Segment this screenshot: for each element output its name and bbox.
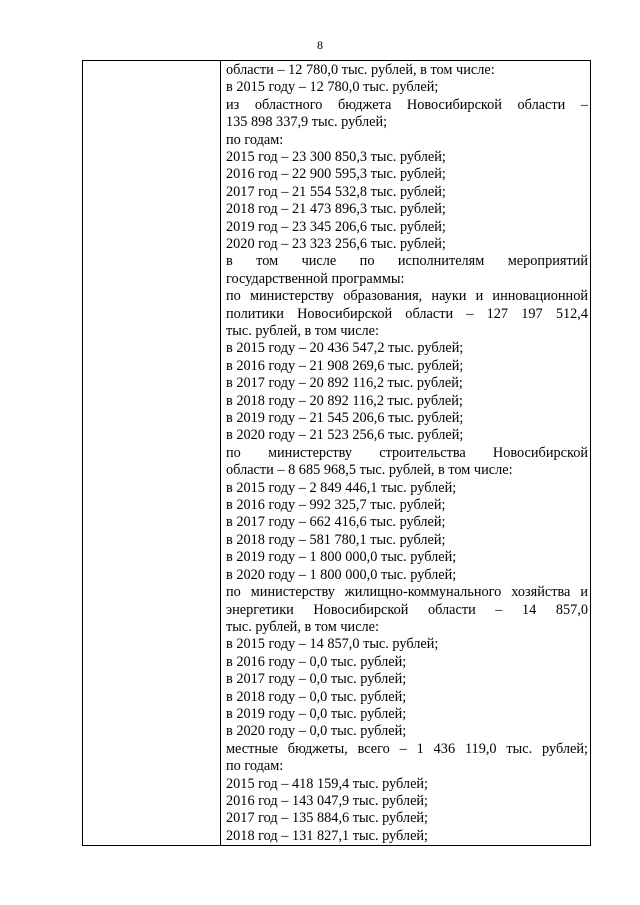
text-line: 2020 год – 23 323 256,6 тыс. рублей; bbox=[226, 236, 446, 253]
text-line: 2016 год – 143 047,9 тыс. рублей; bbox=[226, 792, 429, 809]
text-line: в 2016 году – 21 908 269,6 тыс. рублей; bbox=[226, 357, 464, 374]
text-line: 2018 год – 21 473 896,3 тыс. рублей; bbox=[226, 201, 446, 218]
text-line: в 2015 году – 2 849 446,1 тыс. рублей; bbox=[226, 479, 457, 496]
text-line: в 2020 году – 21 523 256,6 тыс. рублей; bbox=[226, 427, 464, 444]
table-label-cell bbox=[83, 61, 221, 845]
text-line: области – 8 685 968,5 тыс. рублей, в том числе: bbox=[226, 462, 513, 479]
page-number: 8 bbox=[317, 38, 323, 52]
text-line: 2016 год – 22 900 595,3 тыс. рублей; bbox=[226, 166, 446, 183]
text-line: 2019 год – 23 345 206,6 тыс. рублей; bbox=[226, 218, 446, 235]
text-line: в 2015 году – 12 780,0 тыс. рублей; bbox=[226, 79, 439, 96]
table-content-cell bbox=[221, 61, 590, 845]
funding-table bbox=[82, 60, 591, 846]
text-line: в 2018 году – 581 780,1 тыс. рублей; bbox=[226, 531, 446, 548]
text-line: в 2018 году – 20 892 116,2 тыс. рублей; bbox=[226, 392, 463, 409]
text-line: в 2018 году – 0,0 тыс. рублей; bbox=[226, 688, 407, 705]
text-line: в 2016 году – 0,0 тыс. рублей; bbox=[226, 653, 407, 670]
text-line: политики Новосибирской области – 127 197 512,4 bbox=[226, 305, 588, 322]
text-line: 2015 год – 418 159,4 тыс. рублей; bbox=[226, 775, 429, 792]
text-line: 2015 год – 23 300 850,3 тыс. рублей; bbox=[226, 149, 446, 166]
text-line: в том числе по исполнителям мероприятий bbox=[226, 253, 588, 270]
text-line: в 2019 году – 21 545 206,6 тыс. рублей; bbox=[226, 410, 464, 427]
text-line: в 2019 году – 0,0 тыс. рублей; bbox=[226, 705, 407, 722]
text-line: тыс. рублей, в том числе: bbox=[226, 618, 379, 635]
text-line: тыс. рублей, в том числе: bbox=[226, 323, 379, 340]
text-line: в 2015 году – 20 436 547,2 тыс. рублей; bbox=[226, 340, 464, 357]
text-line: по министерству строительства Новосибирской bbox=[226, 444, 588, 461]
text-line: по годам: bbox=[226, 758, 284, 775]
text-line: в 2015 году – 14 857,0 тыс. рублей; bbox=[226, 636, 439, 653]
text-line: в 2017 году – 662 416,6 тыс. рублей; bbox=[226, 514, 446, 531]
text-line: из областного бюджета Новосибирской области – bbox=[226, 96, 588, 113]
text-line: в 2020 году – 0,0 тыс. рублей; bbox=[226, 723, 407, 740]
text-line: в 2019 году – 1 800 000,0 тыс. рублей; bbox=[226, 549, 457, 566]
text-line: в 2016 году – 992 325,7 тыс. рублей; bbox=[226, 497, 446, 514]
text-line: в 2017 году – 0,0 тыс. рублей; bbox=[226, 671, 407, 688]
text-line: области – 12 780,0 тыс. рублей, в том числе: bbox=[226, 62, 495, 78]
text-line: 2017 год – 21 554 532,8 тыс. рублей; bbox=[226, 183, 446, 200]
text-line: по министерству образования, науки и инновационной bbox=[226, 288, 588, 305]
text-line: 135 898 337,9 тыс. рублей; bbox=[226, 114, 388, 131]
text-line: местные бюджеты, всего – 1 436 119,0 тыс. рублей; bbox=[226, 740, 588, 757]
text-line: государственной программы: bbox=[226, 270, 405, 287]
text-line: по годам: bbox=[226, 131, 284, 148]
text-line: 2017 год – 135 884,6 тыс. рублей; bbox=[226, 810, 429, 827]
text-line: в 2020 году – 1 800 000,0 тыс. рублей; bbox=[226, 566, 457, 583]
text-line: по министерству жилищно-коммунального хозяйства и bbox=[226, 584, 588, 601]
text-line: в 2017 году – 20 892 116,2 тыс. рублей; bbox=[226, 375, 463, 392]
text-line: энергетики Новосибирской области – 14 857,0 bbox=[226, 601, 588, 618]
text-line: 2018 год – 131 827,1 тыс. рублей; bbox=[226, 827, 429, 844]
